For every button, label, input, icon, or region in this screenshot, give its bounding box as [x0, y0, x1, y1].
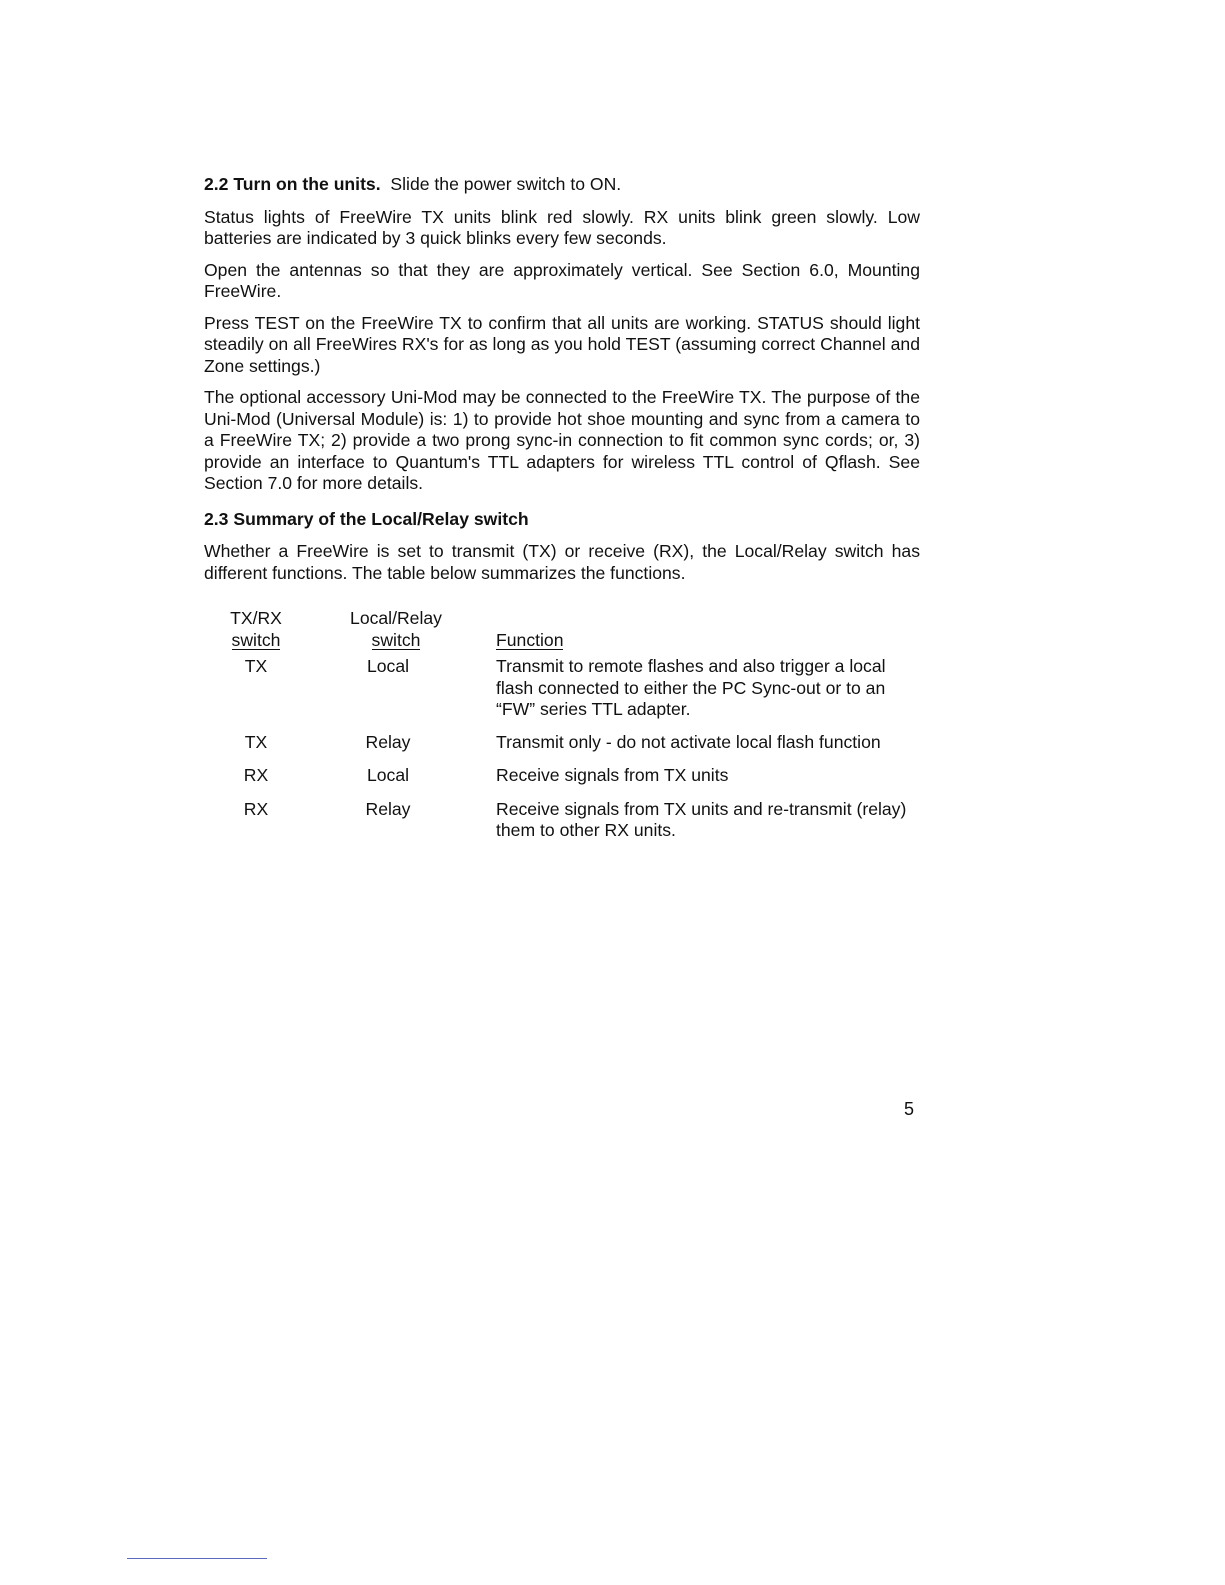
paragraph-status-lights: Status lights of FreeWire TX units blink red slowly. RX units blink green slowly. Low batteries are indicated by 3 quick blinks every few seconds. [204, 206, 920, 248]
paragraph-test: Press TEST on the FreeWire TX to confirm that all units are working. STATUS should light steadily on all FreeWires RX's for as long as you hold TEST (assuming correct Channel and Zone settings.) [204, 312, 920, 376]
header-function [496, 630, 563, 652]
table-row [204, 765, 920, 787]
local-relay-cell: Relay [365, 731, 411, 752]
txrx-cell: TX [244, 731, 268, 752]
table-row [204, 732, 920, 754]
local-relay-cell: Local [366, 656, 410, 676]
section-2-3-heading [204, 509, 920, 531]
header-txrx-sublabel: switch [231, 629, 281, 650]
section-lead: Slide the power switch to ON. [390, 174, 622, 194]
footer-rule [127, 1558, 267, 1559]
table-row [204, 656, 920, 721]
header-local-relay-switch [344, 608, 448, 651]
section-2-2-heading [204, 174, 920, 196]
header-local-relay-sublabel: switch [371, 629, 421, 650]
paragraph-antennas: Open the antennas so that they are approximately vertical. See Section 6.0, Mounting FreeWire. [204, 259, 920, 301]
table-header [204, 608, 920, 656]
header-local-relay-label: Local/Relay [350, 608, 442, 628]
txrx-cell: TX [244, 656, 268, 676]
function-cell: Transmit to remote flashes and also trigger a local flash connected to either the PC Sync-out or to an “FW” series TTL adapter. [496, 656, 886, 719]
header-function-label: Function [496, 630, 564, 650]
local-relay-table [204, 608, 920, 842]
manual-page [204, 174, 920, 842]
section-title: Turn on the units. [233, 174, 381, 194]
section-title: Summary of the Local/Relay switch [233, 508, 529, 529]
local-relay-cell: Relay [365, 798, 411, 819]
paragraph-local-relay-intro: Whether a FreeWire is set to transmit (TX) or receive (RX), the Local/Relay switch has different functions. The table below summarizes the functions. [204, 541, 920, 583]
section-number: 2.3 [204, 508, 229, 529]
function-cell: Receive signals from TX units [496, 765, 729, 785]
header-txrx-switch [204, 608, 308, 651]
txrx-cell: RX [243, 765, 269, 785]
function-cell: Receive signals from TX units and re-transmit (relay) them to other RX units. [496, 798, 907, 840]
page-number: 5 [904, 1099, 915, 1119]
header-txrx-label: TX/RX [230, 608, 282, 628]
txrx-cell: RX [243, 798, 269, 819]
local-relay-cell: Local [366, 765, 410, 785]
section-number: 2.2 [204, 174, 229, 194]
table-row [204, 799, 920, 842]
paragraph-uni-mod: The optional accessory Uni-Mod may be connected to the FreeWire TX. The purpose of the Uni-Mod (Universal Module) is: 1) to provide hot shoe mounting and sync from a camera to a FreeWire TX; 2) provide a two prong sync-in connection to fit common sync cords; or, 3) provide an interface to Quantum's TTL adapters for wireless TTL control of Qflash. See Section 7.0 for more details. [204, 387, 920, 493]
function-cell: Transmit only - do not activate local flash function [496, 731, 881, 752]
